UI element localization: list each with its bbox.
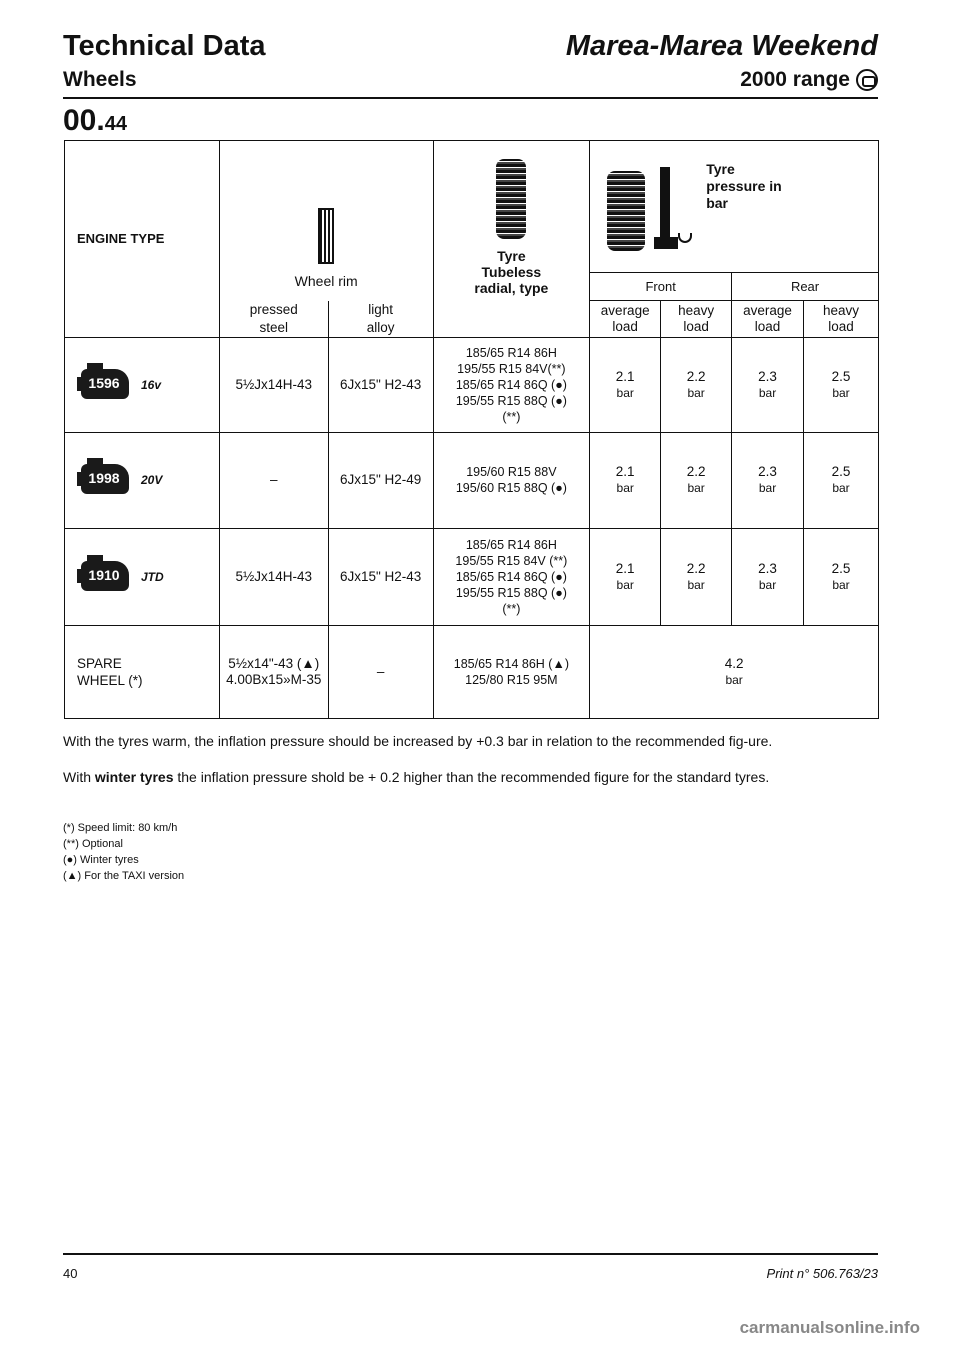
pressure-label: Tyre pressure in bar	[706, 161, 782, 211]
watermark: carmanualsonline.info	[739, 1318, 920, 1337]
alloy-rim: 6Jx15" H2-43	[328, 337, 433, 432]
tyre-sizes: 195/60 R15 88V 195/60 R15 88Q (●)	[433, 432, 590, 528]
tyre-icon	[496, 159, 526, 239]
front-heavy: 2.2 bar	[661, 337, 732, 432]
engine-suffix: 20V	[141, 473, 163, 487]
print-number: Print n° 506.763/23	[766, 1266, 878, 1281]
table-row	[65, 625, 879, 718]
page-subtitle: Wheels	[63, 68, 137, 91]
rear-average-header: average load	[732, 301, 804, 338]
tyre-sizes: 185/65 R14 86H 195/55 R15 84V(**) 185/65 R14 86Q (●) 195/55 R15 88Q (●) (**)	[433, 337, 590, 432]
tyre-header	[433, 141, 590, 338]
rear-average: 2.3 bar	[732, 432, 804, 528]
page-number: 40	[63, 1266, 78, 1281]
engine-type-header: ENGINE TYPE	[65, 141, 220, 338]
tubeless-label: Tubeless	[481, 264, 542, 280]
rear-heavy: 2.5 bar	[804, 337, 879, 432]
engine-cell	[65, 528, 220, 625]
pressure-gauge-icon	[602, 159, 702, 255]
alloy-rim: 6Jx15" H2-49	[328, 432, 433, 528]
engine-icon: 1998	[77, 458, 133, 502]
table-row	[65, 337, 879, 432]
tyre-sizes: 185/65 R14 86H 195/55 R15 84V (**) 185/65 R14 86Q (●) 195/55 R15 88Q (●) (**)	[433, 528, 590, 625]
note-winter-tyres: With winter tyres the inflation pressure shold be + 0.2 higher than the recommended figure for the standard tyres.	[63, 769, 770, 785]
spare-pressure: 4.2 bar	[590, 625, 879, 718]
spare-wheel-label: SPARE WHEEL (*)	[65, 625, 220, 718]
pressed-steel-header: pressed steel	[219, 301, 328, 338]
rear-heavy: 2.5 bar	[804, 432, 879, 528]
spare-alloy-rim: –	[328, 625, 433, 718]
table-row	[65, 528, 879, 625]
front-header: Front	[590, 273, 732, 301]
alloy-rim: 6Jx15" H2-43	[328, 528, 433, 625]
rear-heavy-header: heavy load	[804, 301, 879, 338]
legend-item: (●) Winter tyres	[63, 854, 139, 866]
front-average: 2.1 bar	[590, 528, 661, 625]
pressure-header	[590, 141, 879, 273]
tyre-label: Tyre	[497, 248, 526, 264]
table-row	[65, 432, 879, 528]
legend-item: (*) Speed limit: 80 km/h	[63, 822, 178, 834]
front-heavy: 2.2 bar	[661, 528, 732, 625]
steel-rim: 5½Jx14H-43	[219, 337, 328, 432]
steel-rim: –	[219, 432, 328, 528]
legend-item: (**) Optional	[63, 838, 123, 850]
front-heavy: 2.2 bar	[661, 432, 732, 528]
section-sub: 44	[104, 113, 127, 135]
engine-circle-icon	[856, 69, 878, 91]
wheel-rim-header	[219, 141, 433, 301]
light-alloy-header: light alloy	[328, 301, 433, 338]
footer-rule	[63, 1253, 878, 1255]
header-rule	[63, 97, 878, 99]
engine-icon: 1910	[77, 555, 133, 599]
rear-header: Rear	[732, 273, 879, 301]
engine-cell	[65, 432, 220, 528]
rear-average: 2.3 bar	[732, 528, 804, 625]
section-main: 00.	[63, 104, 105, 137]
front-average: 2.1 bar	[590, 432, 661, 528]
legend-item: (▲) For the TAXI version	[63, 870, 185, 882]
engine-icon: 1596	[77, 363, 133, 407]
wheel-rim-icon	[318, 208, 334, 264]
rear-heavy: 2.5 bar	[804, 528, 879, 625]
spare-tyre-sizes: 185/65 R14 86H (▲) 125/80 R15 95M	[433, 625, 590, 718]
engine-cell	[65, 337, 220, 432]
engine-suffix: JTD	[141, 569, 164, 584]
range-label	[740, 68, 878, 92]
range-text: 2000 range	[740, 68, 850, 91]
wheels-table	[64, 140, 879, 719]
front-average: 2.1 bar	[590, 337, 661, 432]
wheel-rim-label: Wheel rim	[294, 272, 358, 289]
model-name: Marea-Marea Weekend	[565, 30, 878, 62]
front-average-header: average load	[590, 301, 661, 338]
footnote-legend	[63, 820, 184, 884]
note-warm-tyres: With the tyres warm, the inflation pressure should be increased by +0.3 bar in relation to the recommended fig-ure.	[63, 733, 773, 749]
spare-steel-rim: 5½x14"-43 (▲) 4.00Bx15»M-35	[219, 625, 328, 718]
section-number	[63, 104, 127, 138]
front-heavy-header: heavy load	[661, 301, 732, 338]
rear-average: 2.3 bar	[732, 337, 804, 432]
steel-rim: 5½Jx14H-43	[219, 528, 328, 625]
engine-suffix: 16v	[141, 377, 162, 392]
page-title: Technical Data	[63, 30, 266, 62]
radial-label: radial, type	[474, 280, 549, 296]
